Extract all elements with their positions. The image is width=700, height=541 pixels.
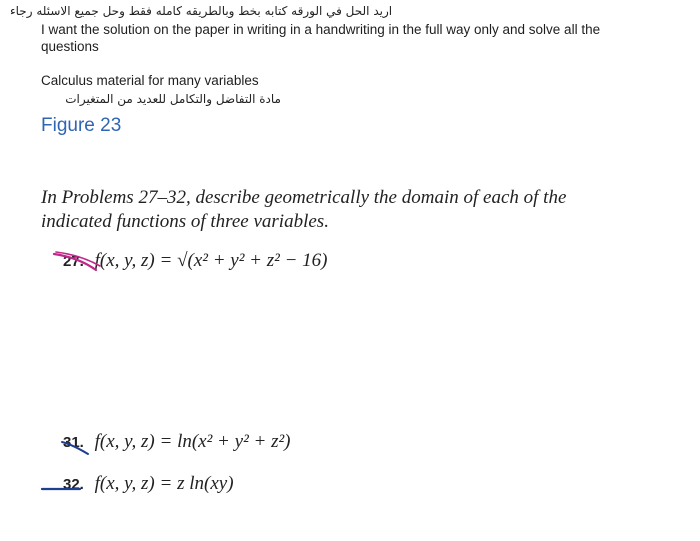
problem-31 xyxy=(63,431,291,453)
problem-expression: f(x, y, z) = √(x² + y² + z² − 16) xyxy=(94,250,328,271)
problem-27 xyxy=(63,250,327,272)
problem-expression: f(x, y, z) = z ln(xy) xyxy=(94,473,234,494)
problem-number: 32. xyxy=(63,476,84,493)
problem-32 xyxy=(63,473,234,495)
arabic-request-text: اريد الحل في الورقه كتابه بخط وبالطريقه كامله فقط وحل جميع الاسئله رجاء xyxy=(10,4,393,18)
problem-expression: f(x, y, z) = ln(x² + y² + z²) xyxy=(94,431,291,452)
problem-number: 31. xyxy=(63,434,84,451)
problem-number: 27. xyxy=(63,253,84,270)
course-title-english: Calculus material for many variables xyxy=(41,73,259,88)
problems-intro: In Problems 27–32, describe geometrically the domain of each of the indicated functions of three variables. xyxy=(41,187,567,232)
english-request-text: I want the solution on the paper in writing in a handwriting in the full way only and solve all the questions xyxy=(41,22,601,54)
figure-label: Figure 23 xyxy=(41,115,122,136)
course-title-arabic: مادة التفاضل والتكامل للعديد من المتغيرات xyxy=(65,92,281,106)
